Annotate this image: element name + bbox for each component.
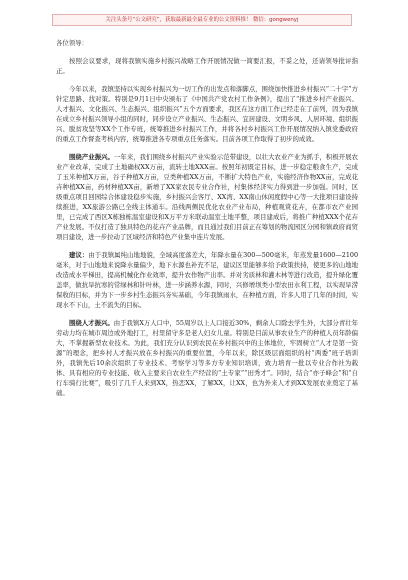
section-body: 由于我镇属纯山地地貌，全域高度落差大，年降水量在300—500毫米，年蒸发量1600—2100毫米，对于山地地来说降水量偏少，地下水源也补充不足，建议区里能够多给予政策扶持，使更多的山地地改造成水平梯田，提高机械化作业效率，提升农作物产出率。并对劣质林和灌木林等进行改造，提升绿化覆盖率，做抗旱抗寒的常绿林和针叶林，进一步涵养水源，同时，兴修增坝类小型农田水利工程，以实现旱涝保收的目标，并为下一步乡村生态振兴夯实基础，今年我镇雨水，在种植方面，许多人用了几年的时间，实现水不下山，土不流失的目标。 — [56, 251, 359, 309]
section-suggestion — [56, 250, 358, 310]
promo-banner: 关注头条号“公文研究”，获取最新最全最专业的公文资料推！ 微信：gongwenyj — [52, 14, 352, 26]
overview-paragraph: 今年以来，我镇坚持以实现乡村振兴为一切工作的出发点和落脚点，围绕加快推进乡村振兴“二十字”方针定思路、找对策。特别是9月1日中央颁布了《中国共产党农村工作条例》，提出了“推进乡村产业振兴、人才振兴、文化振兴、生态振兴、组织振兴”五个方面要求，我区在这方面工作已经走在了前列，因为我镇在成立乡村振兴领导小组的同时，同步设立产业振兴、生态振兴、宜居建设、文明乡风、人居环境、组织振兴、脱贫攻坚等XX个工作专班，统筹推进乡村振兴工作，并将各村乡村振兴工作开展情况纳入镇党委政府的重点工作督查考核内容，统筹推进各专项重点任务落实。目前各项工作取得了初步的成效。 — [56, 85, 358, 143]
section-talent — [56, 318, 358, 398]
section-body: 由于我镇X万人口中，55周岁以上人口接近30%，剩余人口除去学生外，大部分青壮年劳动力均在城市周边或外地打工，村里留守多是老人妇女儿童。特别是目前从事农业生产的种植人员年龄偏大，不掌握新型农业技术。为此，我们充分认识到农民在乡村振兴中的主体地位，牢固树立“人才是第一资源”的理念，把乡村人才振兴放在乡村振兴的重要位置，今年以来，除区级层面组织的村“两委”班子培训外，我镇先后10余次组织了专业技术、考察学习等多方专业知识培训，致力培育一批以专业合作社为载体、具有相应的专业技能、收入主要来自农业生产经营的“土专家”“田秀才”。同时，结合“亦子峰会”和“自行车骑行比赛”，吸引了几千人来到XX，热恋XX，了解XX，让XX，也为外来人才到XX发展农业奠定了基础。 — [56, 319, 358, 397]
section-title: 建议： — [69, 251, 89, 259]
section-title: 围绕产业振兴。 — [69, 153, 114, 161]
section-industry — [56, 152, 358, 242]
greeting: 各位领导： — [56, 39, 88, 47]
intro-paragraph: 按照会议要求，现将我镇实施乡村振兴战略工作开展情况做一简要汇报，不妥之处，还请领导批评指正。 — [56, 57, 358, 75]
document-body — [56, 38, 358, 398]
section-body: 一年来，我们围绕乡村振兴产业实验示范带建设，以壮大农业产业为抓手，积极开展农业产业改革，完成了土地确权XX万亩，流转土地XXX亩。按照年初既定目标，进一步稳定粮食生产，完成了玉米种植X万亩，谷子种植X万亩，豆类种植XX万亩，不断扩大特色产业，实施经济作物XX亩，完成花卉种植XX亩，药材种植XX亩，新增了XX家农民专业合作社，村集体经济实力得到进一步加强。同时，区级重点项目回园综合体建设稳步实施，乡村振兴会客厅、XX湾、XX南山休闲度假中心等一大批项目建设持续推进，XX旅游公路已全线主体通车。沿线两侧民优化农业产业布局，种植观赏花卉，在都市农产业园里，已完成了西区X栋独栋温室建设和X万平方米联动温室土地平整，项目建成后，将推广种植XXX个花卉产业发展。不仅打造了独具特色的花卉产业品牌，而且通过我们目前正在筹划的物流园区分园和镇政府商贸项目建设，进一步拉动了区域经济和特色产业集中连片发展。 — [56, 153, 359, 241]
section-title: 围绕人才振兴。 — [69, 319, 114, 327]
